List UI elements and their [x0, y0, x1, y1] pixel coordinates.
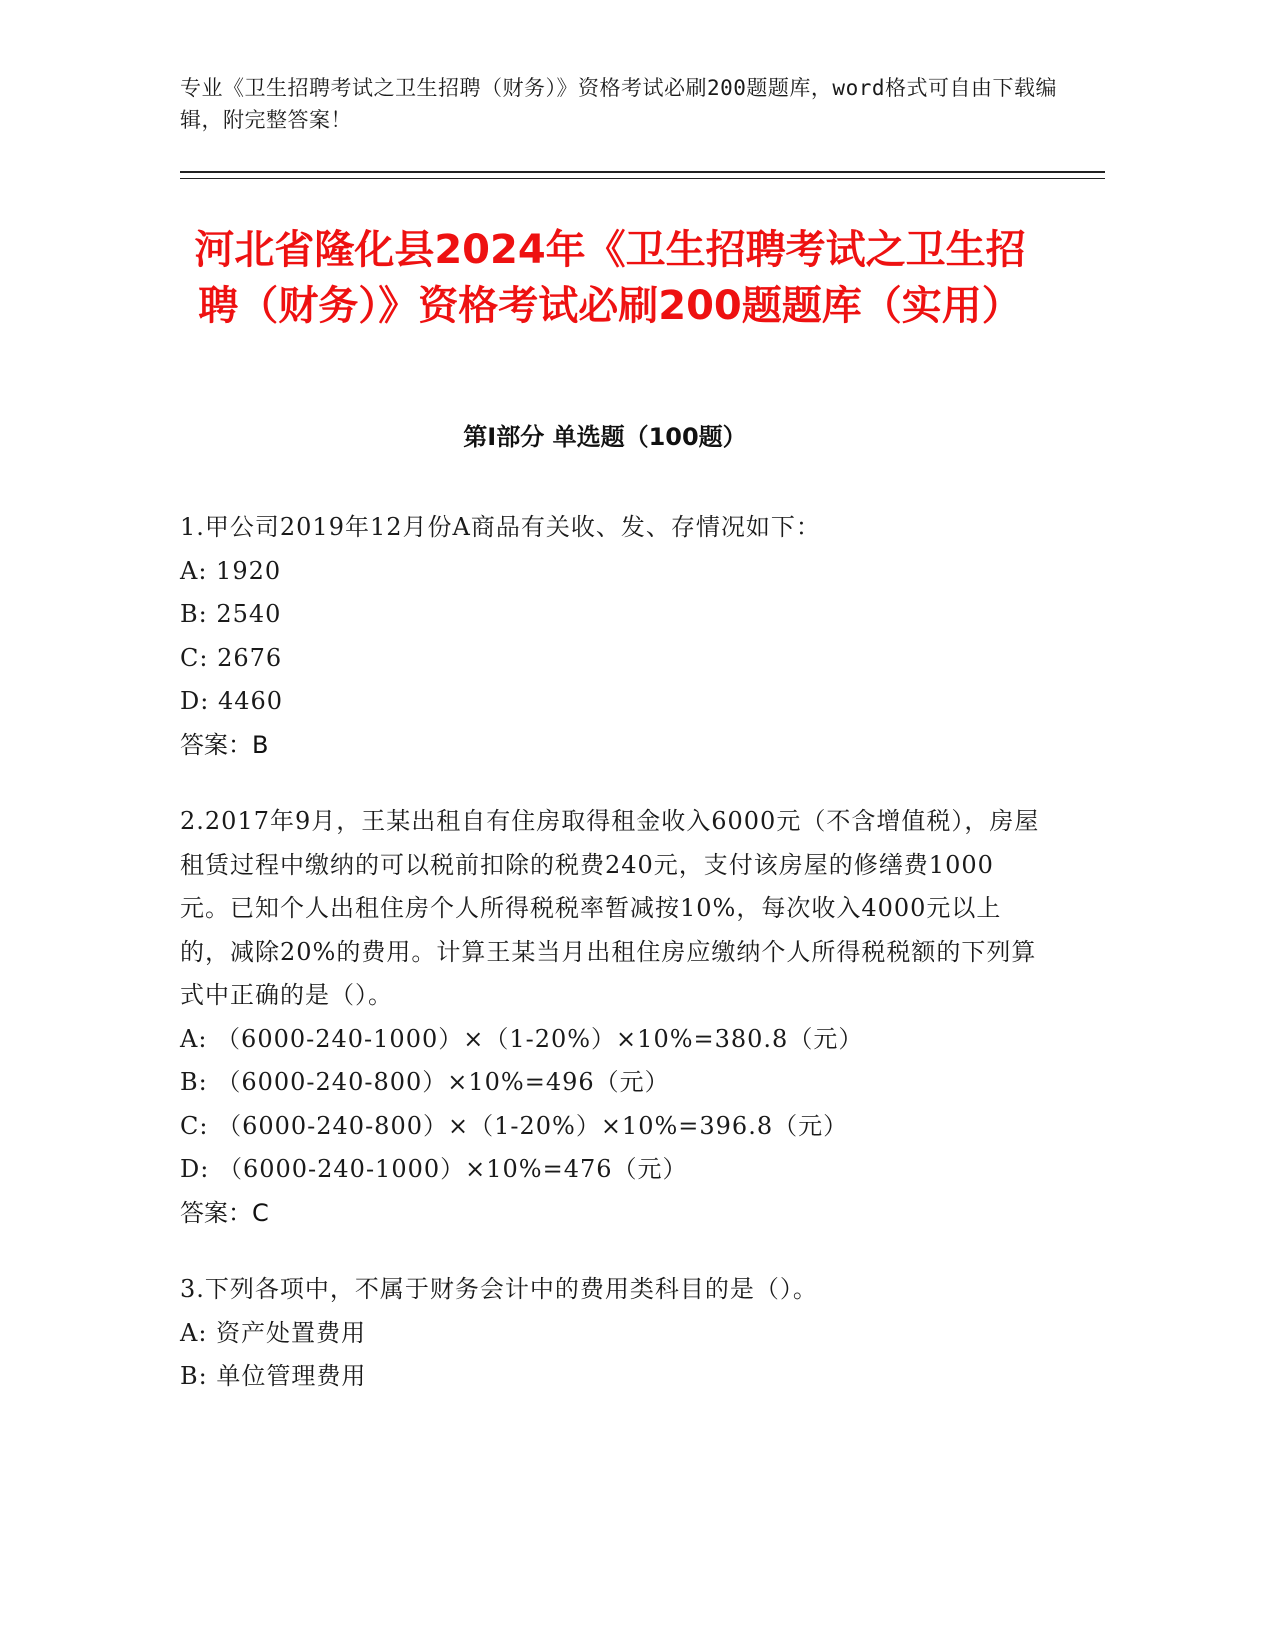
- option-c: C: （6000-240-800）×（1-20%）×10%=396.8（元）: [180, 1111, 849, 1140]
- document-title: 河北省隆化县2024年《卫生招聘考试之卫生招聘（财务）》资格考试必刷200题题库（实用）: [194, 227, 1026, 329]
- section-title: 第Ⅰ部分 单选题（100题）: [463, 423, 747, 451]
- question-text: 3.下列各项中，不属于财务会计中的费用类科目的是（）。: [180, 1275, 818, 1303]
- option-b: B: 单位管理费用: [180, 1362, 367, 1390]
- answer-line: 答案：C: [180, 1198, 269, 1227]
- option-b: B: （6000-240-800）×10%=496（元）: [180, 1068, 670, 1096]
- question-text: 2.2017年9月，王某出租自有住房取得租金收入6000元（不含增值税），房屋租赁过程中缴纳的可以税前扣除的税费240元，支付该房屋的修缮费1000元。已知个人出租住房个人所得税税率暂减按10%，每次收入4000元以上的，减除20%的费用。计算王某当月出租住房应缴纳个人所得税税额的下列算式中正确的是（）。: [180, 807, 1040, 1009]
- option-c: C: 2676: [180, 643, 283, 672]
- header-note: 专业《卫生招聘考试之卫生招聘（财务）》资格考试必刷200题题库，word格式可自由下载编辑，附完整答案！: [180, 76, 1057, 132]
- header-divider-thick: [180, 171, 1105, 173]
- header-divider-thin: [180, 178, 1105, 179]
- answer-line: 答案：B: [180, 730, 269, 759]
- option-d: D: 4460: [180, 687, 284, 715]
- option-a: A: 资产处置费用: [180, 1318, 367, 1347]
- question-list: [180, 506, 1040, 1432]
- option-d: D: （6000-240-1000）×10%=476（元）: [180, 1155, 688, 1183]
- question-text: 1.甲公司2019年12月份A商品有关收、发、存情况如下：: [180, 513, 821, 541]
- question-item: [180, 1268, 1040, 1399]
- option-a: A: （6000-240-1000）×（1-20%）×10%=380.8（元）: [180, 1024, 864, 1053]
- option-b: B: 2540: [180, 600, 282, 628]
- question-item: [180, 800, 1040, 1235]
- question-item: [180, 506, 1040, 767]
- option-a: A: 1920: [180, 556, 282, 585]
